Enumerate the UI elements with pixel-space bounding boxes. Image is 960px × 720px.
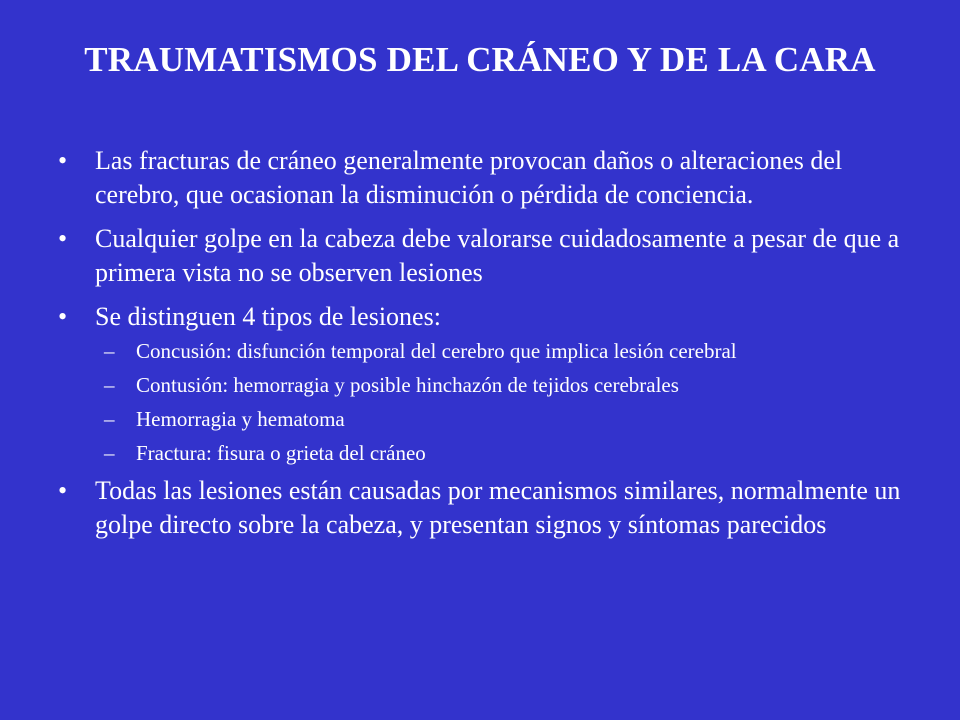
bullet-icon: • [58, 224, 68, 253]
bullet-item [58, 144, 928, 212]
dash-icon: – [104, 441, 115, 465]
bullet-text: Se distinguen 4 tipos de lesiones: [95, 302, 441, 331]
bullet-text: Las fracturas de cráneo generalmente provocan daños o alteraciones del cerebro, que ocasionan la disminución o pérdida de conciencia. [95, 146, 843, 209]
slide-title: TRAUMATISMOS DEL CRÁNEO Y DE LA CARA [84, 40, 876, 79]
bullet-item [58, 474, 928, 542]
sub-item-text: Concusión: disfunción temporal del cerebro que implica lesión cerebral [136, 339, 737, 363]
bullet-text: Todas las lesiones están causadas por mecanismos similares, normalmente un golpe directo sobre la cabeza, y presentan signos y síntomas parecidos [95, 476, 901, 539]
slide-content [58, 144, 928, 552]
sub-item-text: Contusión: hemorragia y posible hinchazón de tejidos cerebrales [136, 373, 679, 397]
bullet-icon: • [58, 302, 68, 331]
sub-item-text: Fractura: fisura o grieta del cráneo [136, 441, 426, 465]
sub-item-text: Hemorragia y hematoma [136, 407, 345, 431]
sub-item [58, 372, 928, 398]
bullet-text: Cualquier golpe en la cabeza debe valorarse cuidadosamente a pesar de que a primera vista no se observen lesiones [95, 224, 900, 287]
bullet-item [58, 222, 928, 290]
sub-item [58, 406, 928, 432]
sub-item [58, 440, 928, 466]
dash-icon: – [104, 407, 115, 431]
dash-icon: – [104, 339, 115, 363]
bullet-item [58, 300, 928, 334]
sub-item [58, 338, 928, 364]
sub-item-list [58, 338, 928, 466]
bullet-icon: • [58, 476, 68, 505]
bullet-icon: • [58, 146, 68, 175]
dash-icon: – [104, 373, 115, 397]
